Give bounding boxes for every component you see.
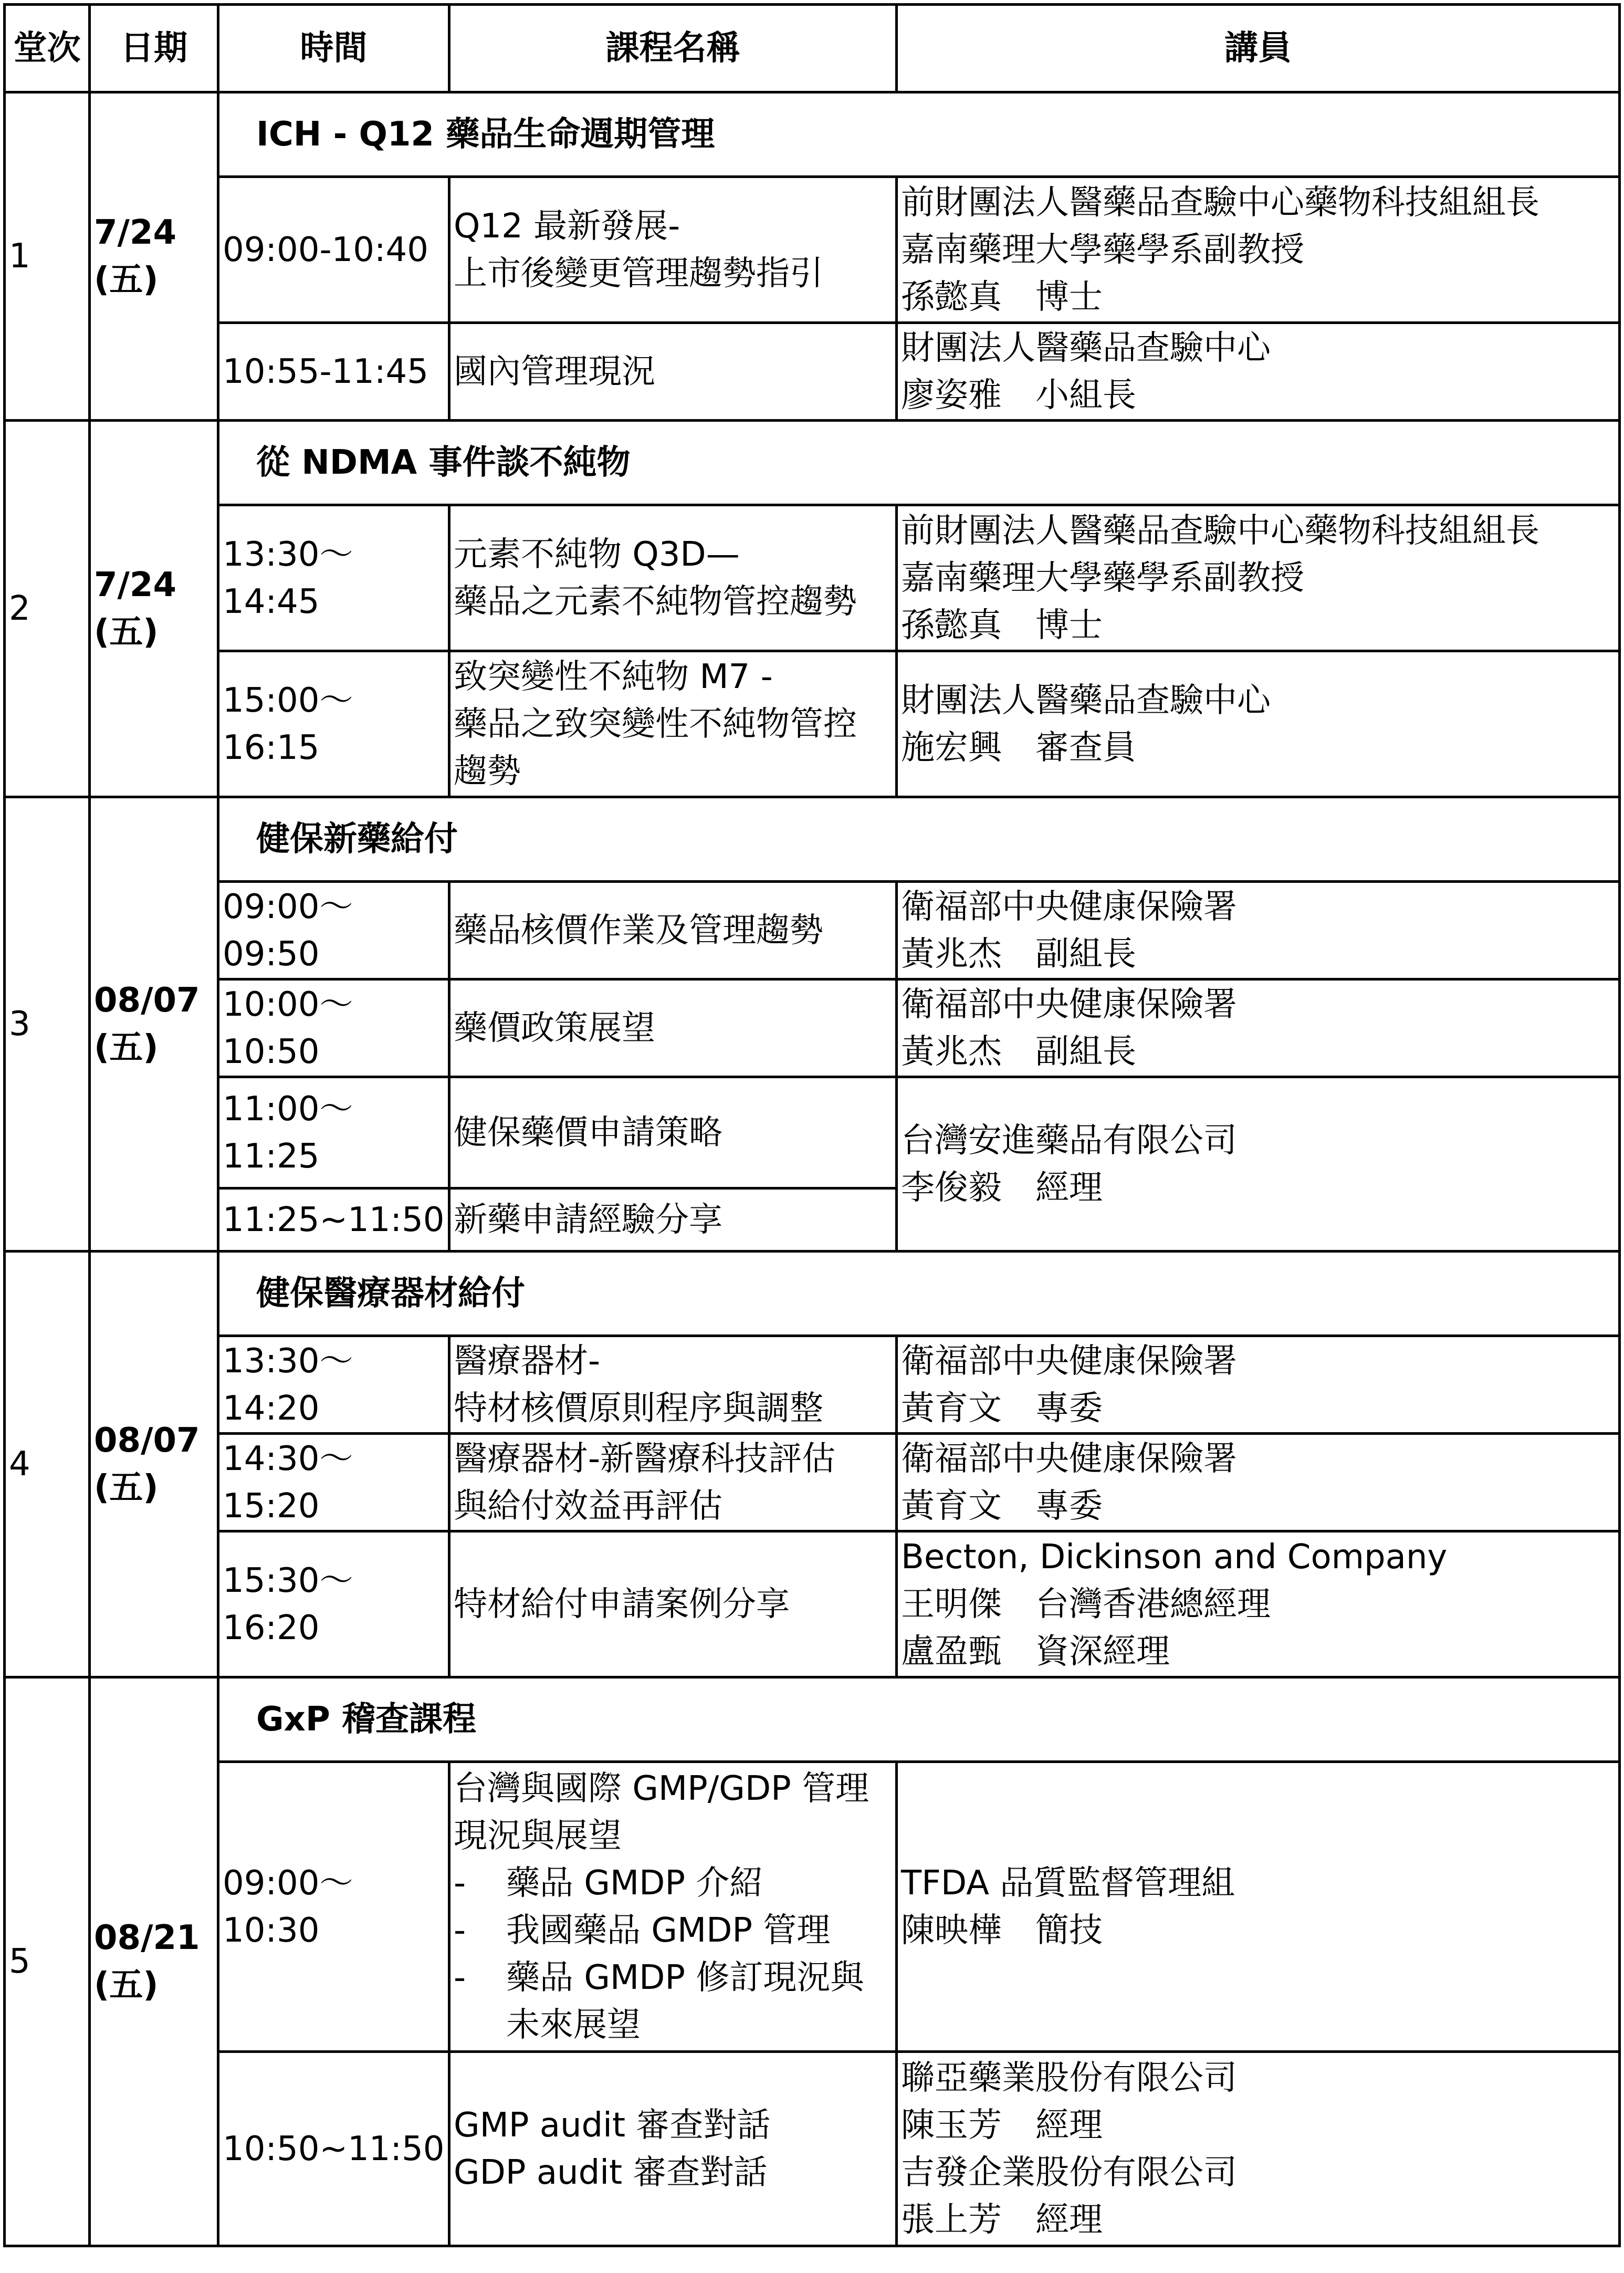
course-line: Q12 最新發展-	[454, 206, 680, 246]
section-title: 健保新藥給付	[218, 797, 1620, 882]
course-line: 藥品之元素不純物管控趨勢	[454, 582, 857, 621]
course-cell	[449, 1531, 897, 1677]
session-number: 1	[5, 92, 90, 421]
session-date	[90, 1677, 218, 2246]
time-cell: 10:50~11:50	[218, 2052, 449, 2246]
header-row	[5, 5, 1620, 92]
speaker-line: 衛福部中央健康保險署	[901, 1341, 1237, 1381]
course-cell	[449, 323, 897, 421]
session-number: 3	[5, 797, 90, 1252]
date-line: 7/24	[94, 566, 176, 604]
time-cell: 11:00～11:25	[218, 1077, 449, 1188]
speaker-cell	[897, 2052, 1620, 2246]
session-date	[90, 421, 218, 797]
speaker-line: Becton, Dickinson and Company	[901, 1537, 1448, 1577]
speaker-line: 廖姿雅 小組長	[901, 376, 1136, 415]
time-cell: 11:25~11:50	[218, 1188, 449, 1252]
section-title: 健保醫療器材給付	[218, 1252, 1620, 1336]
speaker-line: 衛福部中央健康保險署	[901, 1439, 1237, 1478]
dash-marker: -	[454, 1911, 466, 1950]
course-cell	[449, 2052, 897, 2246]
course-line: 藥價政策展望	[454, 1008, 655, 1048]
course-line: 台灣與國際 GMP/GDP 管理	[454, 1769, 869, 1808]
dash-marker: -	[454, 1863, 466, 1903]
speaker-line: 孫懿真 博士	[901, 606, 1103, 645]
session-number: 2	[5, 421, 90, 797]
session-date	[90, 92, 218, 421]
bullet-text: 藥品 GMDP 介紹	[506, 1863, 763, 1903]
session-date	[90, 797, 218, 1252]
table-row	[5, 177, 1620, 323]
header-course: 課程名稱	[449, 5, 897, 92]
time-cell: 10:00～10:50	[218, 979, 449, 1077]
speaker-cell	[897, 979, 1620, 1077]
time-cell: 15:00～16:15	[218, 651, 449, 797]
speaker-line: 盧盈甄 資深經理	[901, 1632, 1170, 1671]
header-speaker: 講員	[897, 5, 1620, 92]
speaker-line: 李俊毅 經理	[901, 1168, 1103, 1207]
course-line: 特材給付申請案例分享	[454, 1584, 790, 1624]
speaker-line: 孫懿真 博士	[901, 277, 1103, 317]
course-line: 現況與展望	[454, 1816, 622, 1855]
speaker-cell	[897, 505, 1620, 651]
header-date: 日期	[90, 5, 218, 92]
speaker-line: 衛福部中央健康保險署	[901, 985, 1237, 1024]
table-row	[5, 651, 1620, 797]
bullet-item	[454, 1907, 892, 1954]
speaker-line: 前財團法人醫藥品查驗中心藥物科技組組長	[901, 511, 1539, 550]
table-row	[5, 505, 1620, 651]
speaker-cell	[897, 1762, 1620, 2052]
course-line: 醫療器材-	[454, 1341, 601, 1381]
speaker-cell	[897, 1336, 1620, 1434]
course-line: 新藥申請經驗分享	[454, 1200, 722, 1239]
time-cell: 13:30～14:20	[218, 1336, 449, 1434]
speaker-cell	[897, 323, 1620, 421]
speaker-line: TFDA 品質監督管理組	[901, 1863, 1235, 1903]
weekday-line: (五)	[94, 260, 159, 299]
table-row	[5, 882, 1620, 979]
section-row	[5, 1677, 1620, 1762]
date-line: 08/21	[94, 1919, 200, 1957]
date-line: 7/24	[94, 213, 176, 252]
section-row	[5, 92, 1620, 177]
course-line: 特材核價原則程序與調整	[454, 1389, 823, 1428]
speaker-line: 嘉南藥理大學藥學系副教授	[901, 558, 1304, 598]
table-row	[5, 1531, 1620, 1677]
speaker-line: 前財團法人醫藥品查驗中心藥物科技組組長	[901, 183, 1539, 222]
course-cell	[449, 505, 897, 651]
session-date	[90, 1252, 218, 1677]
speaker-line: 陳映樺 簡技	[901, 1911, 1103, 1950]
speaker-line: 王明傑 台灣香港總經理	[901, 1584, 1271, 1624]
course-line: 致突變性不純物 M7 -	[454, 657, 773, 696]
course-cell	[449, 1336, 897, 1434]
speaker-cell	[897, 651, 1620, 797]
course-line: 趨勢	[454, 752, 521, 791]
time-cell: 15:30～16:20	[218, 1531, 449, 1677]
speaker-line: 陳玉芳 經理	[901, 2105, 1103, 2145]
course-line: 與給付效益再評估	[454, 1486, 722, 1526]
course-cell	[449, 1434, 897, 1531]
course-cell	[449, 177, 897, 323]
session-number: 4	[5, 1252, 90, 1677]
course-line: GMP audit 審查對話	[454, 2105, 771, 2145]
course-line: 上市後變更管理趨勢指引	[454, 254, 823, 293]
course-line: 藥品核價作業及管理趨勢	[454, 911, 823, 950]
session-number: 5	[5, 1677, 90, 2246]
section-row	[5, 1252, 1620, 1336]
course-line: 元素不純物 Q3D—	[454, 535, 740, 574]
date-line: 08/07	[94, 981, 200, 1020]
speaker-cell	[897, 1531, 1620, 1677]
header-session: 堂次	[5, 5, 90, 92]
course-cell	[449, 1077, 897, 1188]
course-line: GDP audit 審查對話	[454, 2153, 768, 2192]
speaker-line: 吉發企業股份有限公司	[901, 2153, 1237, 2192]
section-row	[5, 421, 1620, 505]
section-title: 從 NDMA 事件談不純物	[218, 421, 1620, 505]
weekday-line: (五)	[94, 613, 159, 652]
bullet-item	[454, 1860, 892, 1907]
course-cell	[449, 651, 897, 797]
speaker-cell	[897, 882, 1620, 979]
section-row	[5, 797, 1620, 882]
section-title: ICH - Q12 藥品生命週期管理	[218, 92, 1620, 177]
speaker-line: 張上芳 經理	[901, 2200, 1103, 2239]
speaker-line: 嘉南藥理大學藥學系副教授	[901, 230, 1304, 269]
table-row	[5, 1336, 1620, 1434]
course-cell	[449, 1762, 897, 2052]
dash-marker: -	[454, 1958, 466, 1997]
time-cell: 10:55-11:45	[218, 323, 449, 421]
table-row	[5, 323, 1620, 421]
course-cell	[449, 1188, 897, 1252]
time-cell: 09:00-10:40	[218, 177, 449, 323]
bullet-text: 我國藥品 GMDP 管理	[506, 1911, 831, 1950]
speaker-line: 衛福部中央健康保險署	[901, 887, 1237, 926]
header-time: 時間	[218, 5, 449, 92]
speaker-line: 財團法人醫藥品查驗中心	[901, 681, 1271, 720]
table-row	[5, 1762, 1620, 2052]
schedule-table	[3, 3, 1621, 2247]
speaker-line: 黃兆杰 副組長	[901, 934, 1136, 974]
speaker-cell	[897, 1077, 1620, 1252]
table-row	[5, 2052, 1620, 2246]
speaker-cell	[897, 177, 1620, 323]
time-cell: 13:30～14:45	[218, 505, 449, 651]
bullet-item	[454, 1954, 892, 2001]
date-line: 08/07	[94, 1421, 200, 1460]
time-cell: 14:30～15:20	[218, 1434, 449, 1531]
time-cell: 09:00～09:50	[218, 882, 449, 979]
weekday-line: (五)	[94, 1028, 159, 1067]
table-row	[5, 1434, 1620, 1531]
table-row	[5, 979, 1620, 1077]
time-cell: 09:00～10:30	[218, 1762, 449, 2052]
course-line: 國內管理現況	[454, 352, 655, 391]
speaker-line: 黃育文 專委	[901, 1486, 1103, 1526]
speaker-line: 黃育文 專委	[901, 1389, 1103, 1428]
speaker-line: 聯亞藥業股份有限公司	[901, 2058, 1237, 2098]
speaker-line: 黃兆杰 副組長	[901, 1032, 1136, 1071]
course-cell	[449, 882, 897, 979]
weekday-line: (五)	[94, 1966, 159, 2005]
speaker-cell	[897, 1434, 1620, 1531]
course-line: 健保藥價申請策略	[454, 1113, 722, 1152]
speaker-line: 台灣安進藥品有限公司	[901, 1121, 1237, 1160]
bullet-text: 藥品 GMDP 修訂現況與	[506, 1958, 864, 1997]
speaker-line: 施宏興 審查員	[901, 728, 1136, 767]
section-title: GxP 稽查課程	[218, 1677, 1620, 1762]
speaker-line: 財團法人醫藥品查驗中心	[901, 328, 1271, 368]
course-cell	[449, 979, 897, 1077]
course-line: 藥品之致突變性不純物管控	[454, 704, 857, 744]
weekday-line: (五)	[94, 1468, 159, 1507]
bullet-text-continued: 未來展望	[506, 2005, 641, 2045]
course-line: 醫療器材-新醫療科技評估	[454, 1439, 836, 1478]
table-row	[5, 1077, 1620, 1188]
